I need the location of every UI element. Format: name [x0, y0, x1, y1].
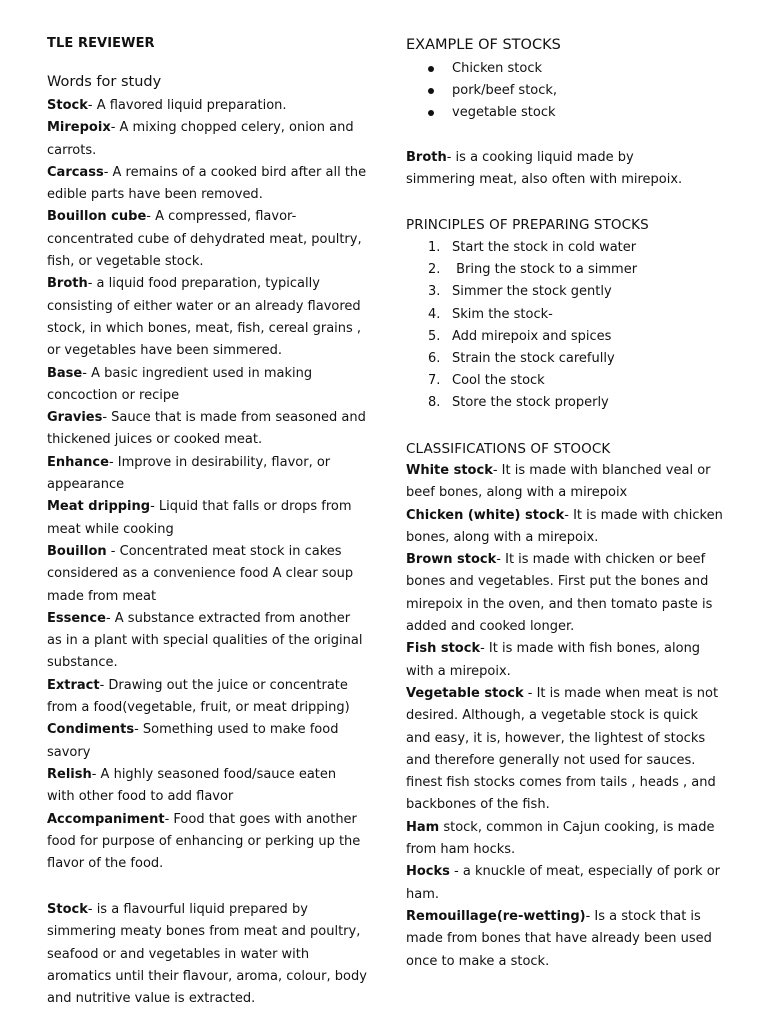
term-label: Ham [406, 819, 440, 835]
list-item [47, 95, 367, 117]
term-definition: - A remains of a cooked bird after all the edible parts have been removed. [47, 164, 367, 203]
examples-list [406, 58, 557, 125]
term-definition: - A basic ingredient used in making concoction or recipe [47, 365, 313, 403]
term-label: Condiments [47, 722, 135, 738]
term-definition: - Sauce that is made from seasoned and thickened juices or cooked meat. [47, 410, 366, 448]
classifications-heading: CLASSIFICATIONS OF STOOCK [406, 441, 611, 457]
term-definition: - A mixing chopped celery, onion and carrots. [47, 120, 354, 158]
term-definition: - Is a stock that is made from bones that have already been used once to make a stock. [406, 908, 712, 969]
list-item [406, 505, 724, 550]
list-item [406, 370, 637, 392]
term-label: Relish [47, 766, 92, 782]
step-number: 2. [428, 262, 441, 278]
step-text: Strain the stock carefully [452, 351, 615, 367]
list-item [47, 273, 367, 362]
term-definition: - It is made when meat is not desired. Although, a vegetable stock is quick and easy, it is, however, the lightest of stocks and therefore generally not used for sauces. finest fish stocks comes from tails , heads , and backbones of the fish. [406, 685, 719, 813]
term-label: Enhance [47, 454, 109, 470]
term-label: Bouillon [47, 543, 107, 559]
term-label: Gravies [47, 410, 103, 426]
step-number: 5. [428, 328, 441, 344]
term-label: Base [47, 365, 83, 381]
list-item [406, 259, 637, 281]
term-label: Stock [47, 98, 88, 113]
term-definition: - Drawing out the juice or concentrate from a food(vegetable, fruit, or meat dripping) [47, 677, 350, 716]
glossary-list [47, 95, 367, 875]
list-item [406, 638, 724, 683]
list-item: pork/beef stock, [406, 80, 557, 102]
list-item [406, 326, 637, 348]
term-definition: - A flavored liquid preparation. [87, 98, 287, 113]
list-item [406, 392, 637, 414]
list-item [406, 348, 637, 370]
list-item: Chicken stock [406, 58, 557, 80]
term-definition: - Concentrated meat stock in cakes considered as a convenience food A clear soup made from meat [47, 543, 354, 604]
term-label: Carcass [47, 164, 104, 180]
list-item [47, 407, 367, 452]
term-label: Chicken (white) stock [406, 507, 565, 523]
list-item [47, 809, 367, 876]
list-item [406, 861, 724, 906]
words-heading: Words for study [47, 74, 162, 90]
list-item [406, 281, 637, 303]
list-item [47, 675, 367, 720]
term-definition: stock, common in Cajun cooking, is made from ham hocks. [406, 819, 715, 858]
list-item [47, 541, 367, 608]
step-text: Store the stock properly [452, 395, 609, 411]
list-item [406, 460, 724, 505]
step-number: 1. [428, 240, 441, 255]
step-number: 3. [428, 284, 441, 300]
stock-paragraph-text: - is a flavourful liquid prepared by simmering meaty bones from meat and poultry, seafood or and vegetables in water with aromatics until their flavour, aroma, colour, body and nutritive value is extracted. [47, 902, 367, 1007]
step-number: 6. [428, 351, 441, 367]
term-label: Remouillage(re-wetting) [406, 908, 586, 924]
broth-paragraph-term: Broth [406, 150, 447, 165]
step-number: 7. [428, 373, 441, 389]
broth-paragraph [406, 147, 706, 192]
term-definition: - It is made with blanched veal or beef bones, along with a mirepoix [406, 463, 711, 501]
term-label: Broth [47, 276, 88, 292]
list-item [406, 304, 637, 326]
list-item [406, 549, 724, 638]
list-item [47, 117, 367, 162]
term-definition: - Liquid that falls or drops from meat while cooking [47, 499, 352, 537]
step-text: Bring the stock to a simmer [452, 262, 638, 278]
list-item [47, 764, 367, 809]
term-definition: - a liquid food preparation, typically consisting of either water or an already flavored stock, in which bones, meat, fish, cereal grains , or vegetables have been simmered. [47, 276, 362, 359]
step-text: Simmer the stock gently [452, 284, 612, 300]
term-label: Essence [47, 610, 106, 626]
term-label: White stock [406, 463, 493, 478]
classifications-list [406, 460, 724, 973]
list-item [406, 906, 724, 973]
term-label: Bouillon cube [47, 209, 147, 225]
term-definition: - Food that goes with another food for purpose of enhancing or perking up the flavor of the food. [47, 811, 361, 872]
list-item [47, 496, 367, 541]
stock-paragraph [47, 899, 367, 1011]
list-item [406, 237, 637, 259]
term-label: Mirepoix [47, 120, 111, 136]
step-text: Start the stock in cold water [452, 240, 637, 255]
term-definition: - A highly seasoned food/sauce eaten with other food to add flavor [47, 766, 337, 805]
list-item [47, 363, 367, 408]
stock-paragraph-term: Stock [47, 902, 88, 917]
term-label: Hocks [406, 864, 450, 880]
term-definition: - A compressed, flavor-concentrated cube of dehydrated meat, poultry, fish, or vegetable stock. [47, 209, 362, 270]
list-item [47, 608, 367, 675]
term-definition: - It is made with chicken or beef bones and vegetables. First put the bones and mirepoix in the oven, and then tomato paste is added and cooked longer. [406, 552, 713, 635]
list-item [47, 719, 367, 764]
term-label: Brown stock [406, 552, 497, 568]
principles-list [406, 237, 637, 415]
step-text: Add mirepoix and spices [452, 328, 612, 344]
list-item [47, 206, 367, 273]
term-definition: - A substance extracted from another as in a plant with special qualities of the original substance. [47, 610, 363, 671]
examples-heading: EXAMPLE OF STOCKS [406, 37, 561, 53]
list-item [406, 817, 724, 862]
term-label: Accompaniment [47, 811, 165, 827]
list-item [406, 683, 724, 817]
broth-paragraph-text: - is a cooking liquid made by simmering meat, also often with mirepoix. [406, 150, 683, 188]
term-definition: - Improve in desirability, flavor, or appearance [47, 454, 331, 493]
term-definition: - It is made with chicken bones, along with a mirepoix. [406, 507, 723, 545]
term-label: Vegetable stock [406, 685, 524, 701]
term-label: Meat dripping [47, 499, 151, 515]
step-text: Skim the stock- [452, 306, 553, 322]
principles-heading: PRINCIPLES OF PREPARING STOCKS [406, 217, 649, 233]
term-definition: - Something used to make food savory [47, 722, 339, 760]
list-item [47, 162, 367, 207]
step-text: Cool the stock [452, 373, 545, 389]
document-title: TLE REVIEWER [47, 36, 155, 51]
step-number: 4. [428, 306, 441, 322]
step-number: 8. [428, 395, 441, 411]
term-definition: - a knuckle of meat, especially of pork or ham. [406, 864, 721, 902]
list-item [47, 452, 367, 497]
term-definition: - It is made with fish bones, along with a mirepoix. [406, 641, 701, 679]
list-item: vegetable stock [406, 102, 557, 124]
term-label: Fish stock [406, 641, 481, 657]
term-label: Extract [47, 677, 100, 693]
